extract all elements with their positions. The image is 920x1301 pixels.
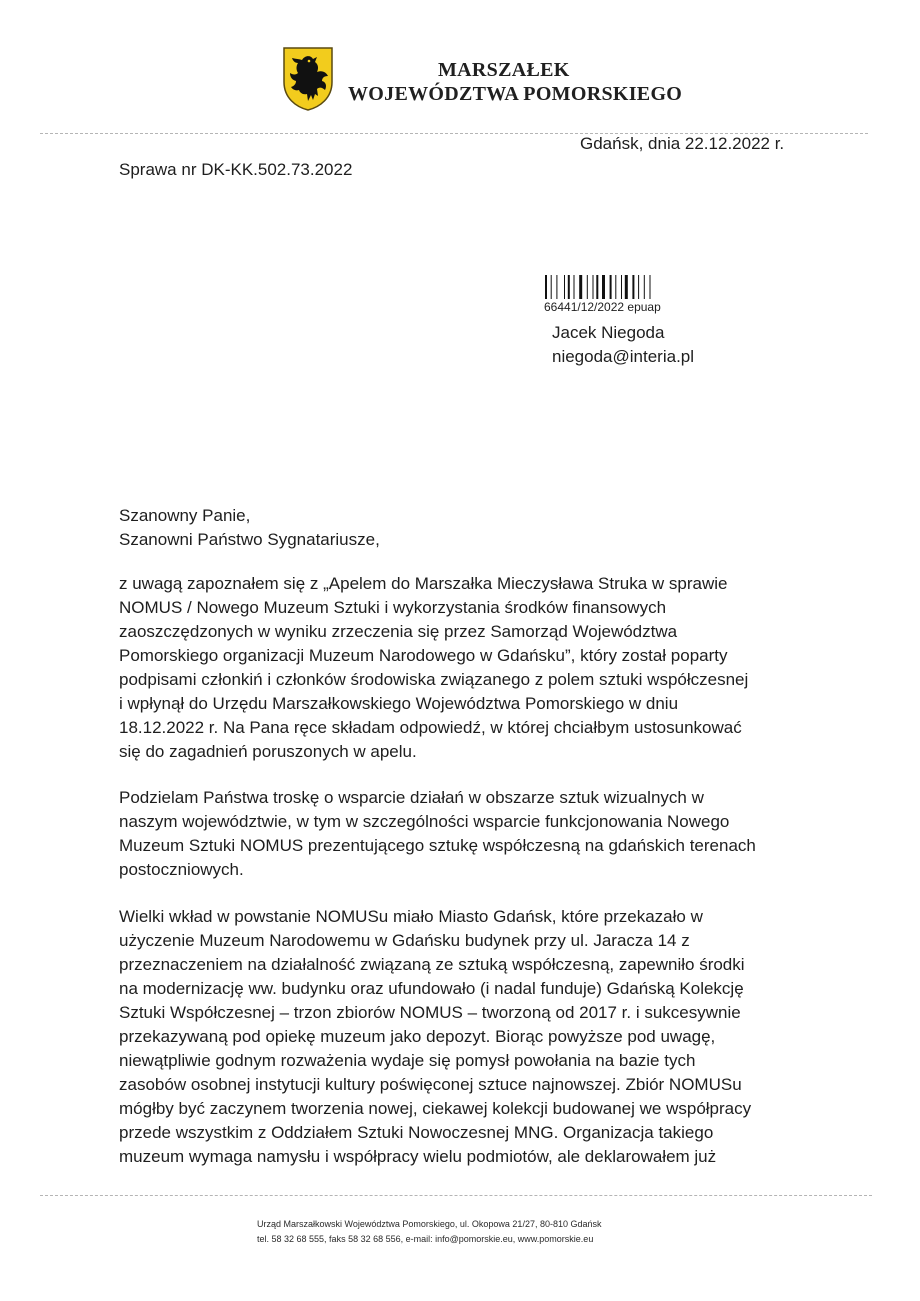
- barcode-icon: [545, 275, 681, 299]
- footer-address: Urząd Marszałkowski Województwa Pomorskiego, ul. Okopowa 21/27, 80-810 Gdańsk: [257, 1219, 602, 1229]
- paragraph-line: zasobów osobnej instytucji kultury poświęconej sztuce najnowszej. Zbiór NOMUSu: [119, 1075, 742, 1094]
- paragraph-line: z uwagą zapoznałem się z „Apelem do Marszałka Mieczysława Struka w sprawie: [119, 574, 728, 593]
- paragraph-line: Podzielam Państwa troskę o wsparcie działań w obszarze sztuk wizualnych w: [119, 788, 704, 807]
- paragraph-line: zaoszczędzonych w wyniku zrzeczenia się przez Samorząd Województwa: [119, 622, 678, 641]
- paragraph-line: Muzeum Sztuki NOMUS prezentującego sztukę współczesną na gdańskich terenach: [119, 836, 756, 855]
- paragraph-line: mógłby być zaczynem tworzenia nowej, ciekawej kolekcji budowanej we współpracy: [119, 1099, 752, 1118]
- barcode-caption: 66441/12/2022 epuap: [544, 300, 661, 314]
- paragraph-line: użyczenie Muzeum Narodowemu w Gdańsku budynek przy ul. Jaracza 14 z: [119, 931, 690, 950]
- paragraph-line: przekazywaną pod opiekę muzeum jako depozyt. Biorąc powyższe pod uwagę,: [119, 1027, 716, 1046]
- greeting-line1: Szanowny Panie,: [119, 506, 251, 525]
- paragraph-line: Pomorskiego organizacji Muzeum Narodowego w Gdańsku”, który został poparty: [119, 646, 728, 665]
- letter-date: Gdańsk, dnia 22.12.2022 r.: [580, 134, 785, 153]
- paragraph-line: niewątpliwie godnym rozważenia wydaje się pomysł powołania na bazie tych: [119, 1051, 696, 1070]
- paragraph-line: przeznaczeniem na działalność związaną ze sztuką współczesną, zapewniło środki: [119, 955, 745, 974]
- paragraph-line: na modernizację ww. budynku oraz ufundowało (i nadal funduje) Gdańską Kolekcję: [119, 979, 744, 998]
- body-paragraph-3: [119, 905, 751, 1169]
- recipient-email: niegoda@interia.pl: [552, 347, 695, 366]
- recipient-name: Jacek Niegoda: [552, 323, 665, 342]
- footer-contact: tel. 58 32 68 555, faks 58 32 68 556, e-mail: info@pomorskie.eu, www.pomorskie.eu: [257, 1234, 594, 1244]
- paragraph-line: i wpłynął do Urzędu Marszałkowskiego Województwa Pomorskiego w dniu: [119, 694, 679, 713]
- header-title-line1: MARSZAŁEK: [438, 59, 570, 81]
- paragraph-line: się do zagadnień poruszonych w apelu.: [119, 742, 417, 761]
- paragraph-line: muzeum wymaga namysłu i współpracy wielu podmiotów, ale deklarowałem już: [119, 1147, 717, 1166]
- body-paragraph-2: [119, 786, 756, 882]
- paragraph-line: Sztuki Współczesnej – trzon zbiorów NOMUS – tworzoną od 2017 r. i sukcesywnie: [119, 1003, 741, 1022]
- paragraph-line: Wielki wkład w powstanie NOMUSu miało Miasto Gdańsk, które przekazało w: [119, 907, 703, 926]
- case-number: Sprawa nr DK-KK.502.73.2022: [119, 160, 353, 179]
- greeting-line2: Szanowni Państwo Sygnatariusze,: [119, 530, 380, 549]
- paragraph-line: postoczniowych.: [119, 860, 244, 879]
- paragraph-line: naszym województwie, w tym w szczególności wsparcie funkcjonowania Nowego: [119, 812, 730, 831]
- paragraph-line: 18.12.2022 r. Na Pana ręce składam odpowiedź, w której chciałbym ustosunkować: [119, 718, 742, 737]
- footer-divider: [40, 1195, 872, 1196]
- pomeranian-griffin-coat-of-arms-icon: [282, 46, 334, 112]
- paragraph-line: podpisami członkiń i członków środowiska związanego z polem sztuki współczesnej: [119, 670, 749, 689]
- paragraph-line: przede wszystkim z Oddziałem Sztuki Nowoczesnej MNG. Organizacja takiego: [119, 1123, 714, 1142]
- header-title-line2: WOJEWÓDZTWA POMORSKIEGO: [348, 83, 683, 105]
- body-paragraph-1: [119, 572, 748, 764]
- paragraph-line: NOMUS / Nowego Muzeum Sztuki i wykorzystania środków finansowych: [119, 598, 667, 617]
